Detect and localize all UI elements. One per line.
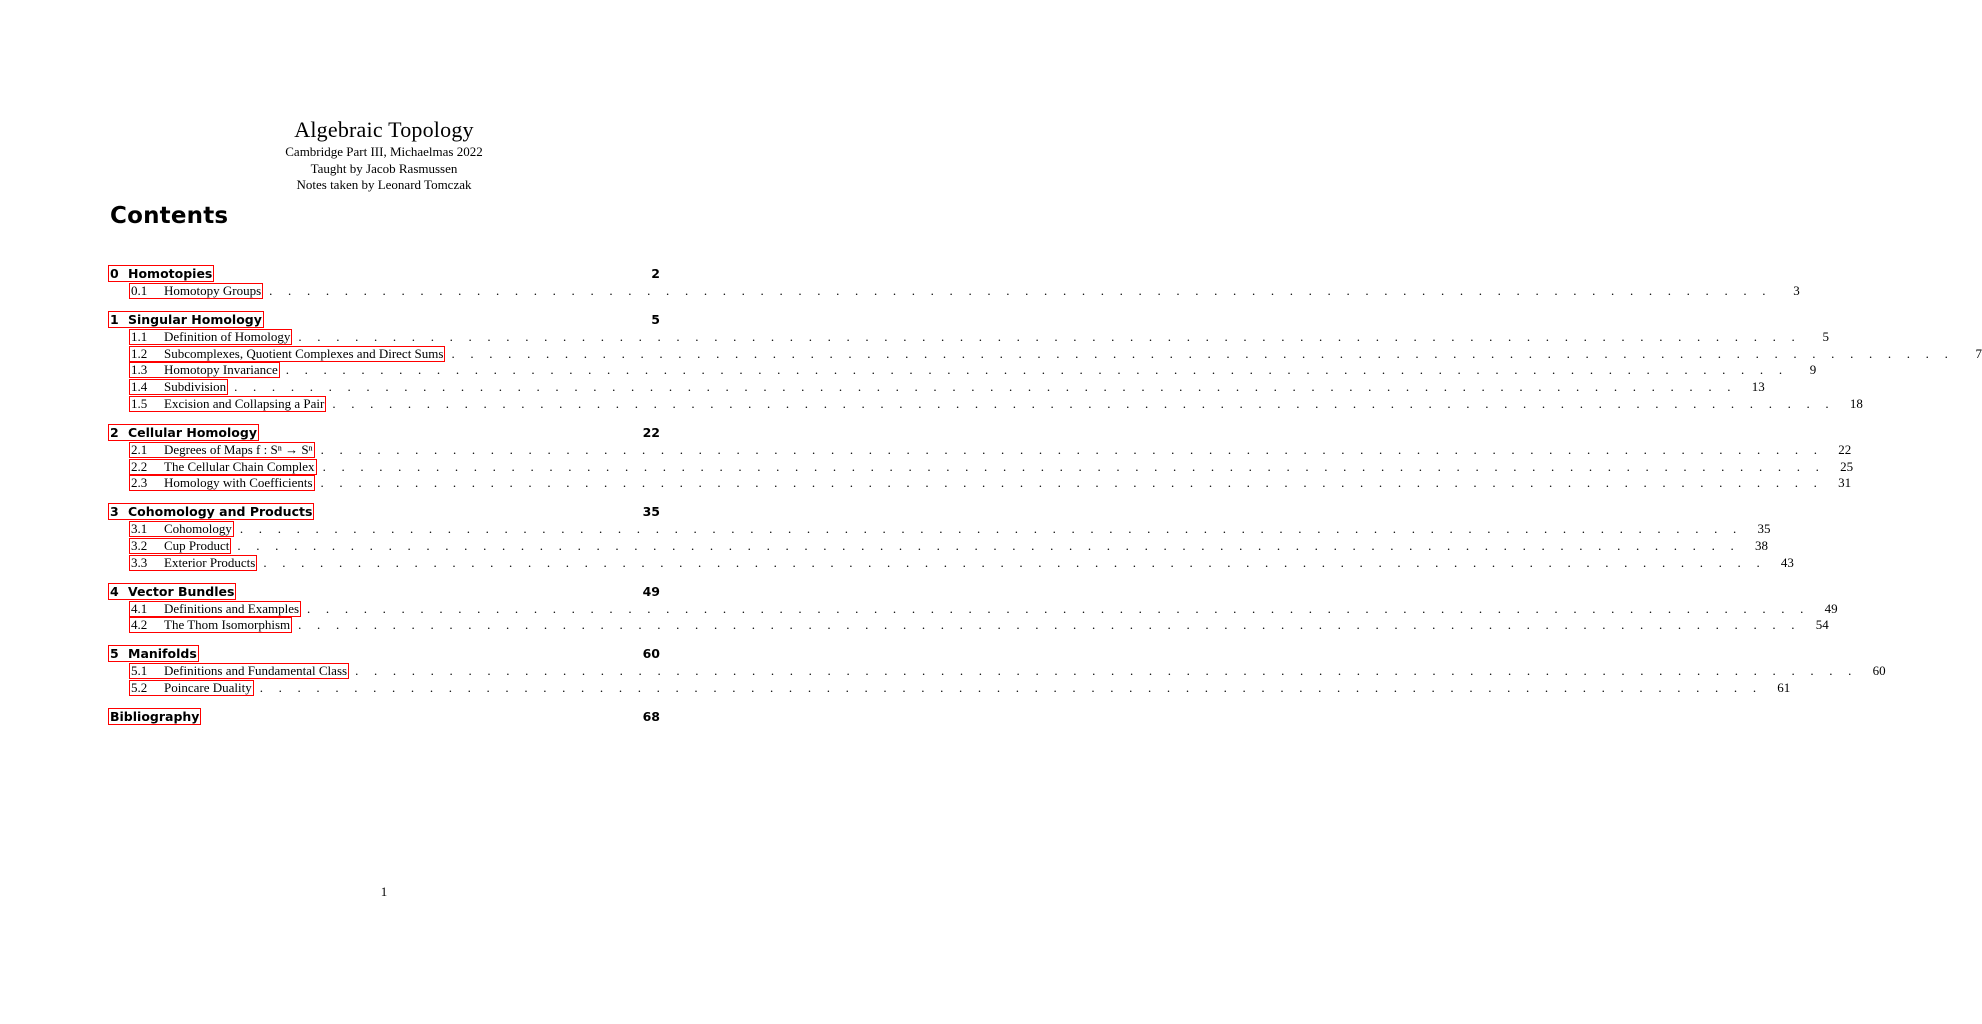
toc-section-link[interactable] [129, 396, 326, 412]
chapter-page-number: 60 [642, 646, 660, 662]
leader-dots: . . . . . . . . . . . . . . . . . . . . . . . . . . . . . . . . . . . . . . . . . . . . . . . . . . . . . . . . . . . . . . . . . . . . . . . . . . . . . . . . [332, 395, 1835, 411]
toc-chapter-link[interactable] [108, 708, 201, 725]
toc-section-row [108, 345, 1982, 363]
section-title: The Thom Isomorphism [164, 617, 291, 633]
toc-section-link[interactable] [129, 459, 317, 475]
toc-section-row [108, 362, 1817, 379]
toc-chapter-link[interactable] [108, 583, 236, 600]
toc-section-link[interactable] [129, 555, 257, 571]
toc-chapter [108, 311, 1982, 413]
toc-section-link[interactable] [129, 601, 301, 617]
section-number: 3.1 [131, 521, 148, 537]
section-page-number: 5 [1822, 328, 1829, 344]
section-number: 1.2 [131, 345, 148, 361]
toc-chapter [108, 265, 1800, 300]
section-number: 5.2 [131, 679, 148, 695]
leader-dots: . . . . . . . . . . . . . . . . . . . . . . . . . . . . . . . . . . . . . . . . . . . . . . . . . . . . . . . . . . . . . . . . . . . . . . . . . . . . . . . . [298, 328, 1801, 344]
leader-dots: . . . . . . . . . . . . . . . . . . . . . . . . . . . . . . . . . . . . . . . . . . . . . . . . . . . . . . . . . . . . . . . . . . . . . . . . . . . . . . . . [355, 663, 1858, 679]
section-page-number: 9 [1809, 362, 1817, 378]
section-page-number: 35 [1757, 521, 1771, 537]
section-number: 1.1 [131, 328, 148, 344]
leader-dots: . . . . . . . . . . . . . . . . . . . . . . . . . . . . . . . . . . . . . . . . . . . . . . . . . . . . . . . . . . . . . . . . . . . . . . . . . . . . . . . . [298, 617, 1801, 633]
toc-section-row [108, 379, 1765, 396]
chapter-title: Singular Homology [128, 311, 262, 327]
toc-section-link[interactable] [129, 475, 315, 491]
page-number: 1 [380, 884, 388, 899]
toc-chapter-link[interactable] [108, 424, 259, 441]
chapter-title: Manifolds [128, 646, 197, 662]
toc-section-link[interactable] [129, 283, 263, 299]
section-number: 1.4 [131, 379, 148, 395]
section-number: 2.1 [131, 441, 148, 457]
leader-dots: . . . . . . . . . . . . . . . . . . . . . . . . . . . . . . . . . . . . . . . . . . . . . . . . . . . . . . . . . . . . . . . . . . . . . . . . . . . . . . . . [285, 362, 1789, 378]
chapter-page-number: 5 [651, 311, 660, 327]
toc-chapter-row [108, 311, 660, 329]
toc-section-row [108, 328, 1829, 346]
section-page-number: 3 [1793, 283, 1800, 298]
toc-section-row [108, 283, 1800, 300]
section-number: 3.2 [131, 537, 148, 553]
subtitle-course: Cambridge Part III, Michaelmas 2022 [285, 144, 483, 159]
section-page-number: 7 [1975, 345, 1982, 361]
section-page-number: 18 [1849, 395, 1863, 411]
chapter-title: Homotopies [128, 266, 213, 281]
section-title: Homotopy Invariance [164, 362, 278, 378]
chapter-page-number: 2 [651, 266, 660, 281]
toc-section-link[interactable] [129, 362, 280, 378]
section-title: Cup Product [164, 537, 230, 553]
section-title: Poincare Duality [164, 679, 252, 695]
toc-section-row [108, 663, 1886, 680]
subtitle-lecturer: Taught by Jacob Rasmussen [310, 160, 458, 176]
section-title: Definitions and Examples [164, 600, 300, 616]
toc-chapter [108, 645, 1886, 697]
chapter-page-number: 68 [642, 708, 660, 724]
toc-chapter-link[interactable] [108, 265, 214, 282]
leader-dots: . . . . . . . . . . . . . . . . . . . . . . . . . . . . . . . . . . . . . . . . . . . . . . . . . . . . . . . . . . . . . . . . . . . . . . . . . . . . . . . . [307, 600, 1810, 616]
leader-dots: . . . . . . . . . . . . . . . . . . . . . . . . . . . . . . . . . . . . . . . . . . . . . . . . . . . . . . . . . . . . . . . . . . . . . . . . . . . . . . . . [451, 345, 1955, 361]
toc-section-link[interactable] [129, 538, 231, 554]
section-number: 3.3 [131, 554, 148, 570]
section-title: Subdivision [164, 379, 227, 395]
section-page-number: 31 [1838, 475, 1852, 491]
document-title: Algebraic Topology [294, 117, 474, 142]
leader-dots: . . . . . . . . . . . . . . . . . . . . . . . . . . . . . . . . . . . . . . . . . . . . . . . . . . . . . . . . . . . . . . . . . . . . . . . . . . . . . . . . [259, 679, 1763, 695]
toc-section-row [108, 554, 1794, 572]
section-page-number: 49 [1824, 600, 1838, 616]
section-page-number: 13 [1751, 379, 1765, 395]
section-title: Homology with Coefficients [164, 475, 313, 491]
toc-chapter [108, 708, 660, 726]
toc-chapter-link[interactable] [108, 311, 264, 328]
toc-chapter-row [108, 583, 660, 601]
section-number: 4.2 [131, 617, 148, 633]
toc-section-row [108, 600, 1838, 618]
section-page-number: 38 [1754, 537, 1768, 553]
toc-section-row [108, 679, 1791, 697]
section-number: 2.3 [131, 475, 148, 491]
section-title: Definitions and Fundamental Class [164, 663, 348, 679]
toc-section-row [108, 617, 1829, 634]
toc-section-row [108, 441, 1852, 459]
section-page-number: 22 [1838, 441, 1852, 457]
section-title: Exterior Products [164, 554, 256, 570]
chapter-page-number: 22 [642, 424, 660, 440]
chapter-number: 3 [110, 504, 119, 520]
section-title: Excision and Collapsing a Pair [164, 395, 325, 411]
toc-chapter-row [108, 645, 660, 663]
contents-heading: Contents [110, 203, 229, 229]
leader-dots: . . . . . . . . . . . . . . . . . . . . . . . . . . . . . . . . . . . . . . . . . . . . . . . . . . . . . . . . . . . . . . . . . . . . . . . . . . . . . . . . [237, 537, 1740, 553]
chapter-number: 4 [110, 583, 119, 599]
section-number: 1.3 [131, 362, 148, 378]
chapter-page-number: 49 [642, 583, 660, 599]
toc-section-row [108, 537, 1768, 555]
toc-section-row [108, 458, 1854, 476]
section-title: Subcomplexes, Quotient Complexes and Direct Sums [164, 345, 444, 361]
chapter-number: 1 [110, 311, 119, 327]
toc-chapter [108, 503, 1794, 571]
title-block [0, 116, 768, 194]
toc-chapter [108, 583, 1838, 635]
toc-chapter-link[interactable] [108, 503, 314, 520]
chapter-page-number: 35 [642, 504, 660, 520]
section-page-number: 43 [1780, 554, 1794, 570]
toc-chapter-row [108, 708, 660, 726]
section-number: 2.2 [131, 458, 148, 474]
chapter-title: Cohomology and Products [128, 504, 313, 520]
toc-chapter-row [108, 503, 660, 521]
leader-dots: . . . . . . . . . . . . . . . . . . . . . . . . . . . . . . . . . . . . . . . . . . . . . . . . . . . . . . . . . . . . . . . . . . . . . . . . . . . . . . . . [239, 521, 1743, 537]
section-page-number: 25 [1840, 458, 1854, 474]
chapter-number: 0 [110, 266, 119, 281]
toc-section-link[interactable] [129, 379, 228, 395]
leader-dots: . . . . . . . . . . . . . . . . . . . . . . . . . . . . . . . . . . . . . . . . . . . . . . . . . . . . . . . . . . . . . . . . . . . . . . . . . . . . . . . . [322, 458, 1826, 474]
toc-section-row [108, 521, 1771, 538]
subtitle-author: Notes taken by Leonard Tomczak [296, 177, 472, 192]
toc-section-link[interactable] [129, 346, 445, 362]
chapter-number: 5 [110, 646, 119, 662]
section-title: Degrees of Maps f : Sⁿ → Sⁿ [164, 441, 313, 457]
toc-chapter [108, 424, 1854, 492]
section-title: Definition of Homology [164, 328, 291, 344]
chapter-title: Vector Bundles [128, 583, 235, 599]
section-page-number: 60 [1872, 663, 1886, 679]
toc-chapter-link[interactable] [108, 645, 199, 662]
section-number: 5.1 [131, 663, 148, 679]
section-title: The Cellular Chain Complex [164, 458, 315, 474]
toc-section-row [108, 395, 1863, 413]
chapter-title: Bibliography [110, 708, 200, 724]
leader-dots: . . . . . . . . . . . . . . . . . . . . . . . . . . . . . . . . . . . . . . . . . . . . . . . . . . . . . . . . . . . . . . . . . . . . . . . . . . . . . . . . [320, 475, 1824, 491]
section-page-number: 61 [1777, 679, 1791, 695]
toc-section-link[interactable] [129, 521, 234, 537]
leader-dots: . . . . . . . . . . . . . . . . . . . . . . . . . . . . . . . . . . . . . . . . . . . . . . . . . . . . . . . . . . . . . . . . . . . . . . . . . . . . . . . . [234, 379, 1737, 395]
leader-dots: . . . . . . . . . . . . . . . . . . . . . . . . . . . . . . . . . . . . . . . . . . . . . . . . . . . . . . . . . . . . . . . . . . . . . . . . . . . . . . . . [263, 554, 1766, 570]
toc-section-link[interactable] [129, 617, 292, 633]
toc-section-link[interactable] [129, 663, 349, 679]
toc-section-link[interactable] [129, 329, 292, 345]
section-number: 4.1 [131, 600, 148, 616]
chapter-number: 2 [110, 424, 119, 440]
section-number: 0.1 [131, 283, 148, 298]
chapter-title: Cellular Homology [128, 424, 257, 440]
leader-dots: . . . . . . . . . . . . . . . . . . . . . . . . . . . . . . . . . . . . . . . . . . . . . . . . . . . . . . . . . . . . . . . . . . . . . . . . . . . . . . . . [320, 441, 1824, 457]
section-number: 1.5 [131, 395, 148, 411]
leader-dots: . . . . . . . . . . . . . . . . . . . . . . . . . . . . . . . . . . . . . . . . . . . . . . . . . . . . . . . . . . . . . . . . . . . . . . . . . . . . . . . . [269, 283, 1772, 298]
toc-section-link[interactable] [129, 442, 315, 458]
section-page-number: 54 [1815, 617, 1829, 633]
table-of-contents [108, 265, 1982, 726]
toc-section-link[interactable] [129, 680, 254, 696]
toc-section-row [108, 475, 1852, 492]
section-title: Cohomology [164, 521, 232, 537]
toc-chapter-row [108, 424, 660, 442]
section-title: Homotopy Groups [164, 283, 262, 298]
toc-chapter-row [108, 265, 660, 283]
